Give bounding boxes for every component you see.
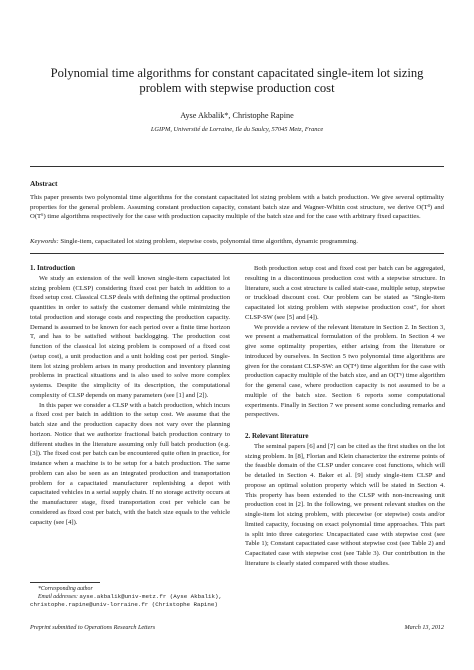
keywords-label: Keywords: — [30, 238, 59, 245]
section-2-heading: 2. Relevant literature — [245, 432, 309, 440]
left-column — [30, 264, 230, 527]
keywords-text: Single-item, capacitated lot sizing problem, stepwise costs, polynomial time algorithm, dynamic programming. — [60, 238, 358, 245]
paper-affiliation: LGIPM, Université de Lorraine, Ile du Saulcy, 57045 Metz, France — [150, 126, 324, 133]
email-label: Email addresses: — [38, 594, 78, 600]
intro-paragraph-2: In this paper we consider a CLSP with a batch production, which incurs a fixed cost per batch in addition to the setup cost. We assume that the batch size and the production capacity does not vary over the planning horizon. Notice that we authorize fractional batch production contrary to different studies in the literature assuming only full batch production (e.g. [3]). The fixed cost per batch can be encountered quite often in practice, for instance when a machine is to be setup for a batch production. The same problem can also be seen as an integrated production and transportation problem for a capacitated manufacturer replenishing a depot with capacitated vehicles in a serial supply chain. If no storage activity occurs at the manufacturer stage, fixed transportation cost per vehicle can be considered as fixed cost per batch, with the batch size equals to the vehicle capacity (see [4]). — [30, 401, 230, 526]
paper-title: Polynomial time algorithms for constant capacitated single-item lot sizing problem with stepwise production cost — [50, 66, 424, 95]
intro-paragraph-3: Both production setup cost and fixed cost per batch can be aggregated, resulting in a discontinuous production cost with a stepwise structure. In literature, such a cost structure is called stair-case, multiple setup, stepwise or truckload discount cost. Our problem can be stated as "Single-item capacitated lot sizing problem with stepwise production cost", for short CLSP-SW (see [5] and [4]). — [245, 265, 445, 321]
intro-paragraph-1: We study an extension of the well known single-item capacitated lot sizing problem (CLSP) considering fixed cost per batch in addition to a fixed setup cost. Classical CLSP deals with defining the optimal production quantities in order to satisfy the customer demand while minimizing the total production and storage costs and respecting the production capacity. Demand is assumed to be known for each period over a finite time horizon T, and has to be satisfied without backlogging. The production cost function of the classical lot sizing problem is composed of a fixed cost (setup cost), a unit production and a unit holding cost per period. Single-item lot sizing problem arises in many production and inventory planning problems in practical situations and is also used to solve more complex systems. Despite the simplicity of its description, the computational complexity of CLSP depends on many parameters (see [1] and [2]). — [30, 274, 230, 399]
email-2: christophe.rapine@univ-lorraine.fr (Christophe Rapine) — [30, 601, 218, 608]
intro-paragraph-4: We provide a review of the relevant literature in Section 2. In Section 3, we present a mathematical formulation of the problem. In Section 4 we give some optimality properties, either arising from the literature or introduced by ourselves. In Section 5 two polynomial time algorithms are given for the constant CLSP-SW: an O(T⁴) time algorithm for the case with production capacity multiple of the batch size, and an O(T⁶) time algorithm for the general case, where production capacity is not assumed to be a multiple of the batch size. Section 6 reports some computational experiments. Finally in Section 7 we present some concluding remarks and perspectives. — [245, 323, 445, 419]
abstract-text: This paper presents two polynomial time algorithms for the constant capacitated lot sizing problem with a batch production. We give several optimality properties for the general problem. Assuming constant production capacity, constant batch size and Wagner-Whitin cost structure, we derive O(T⁴) and O(T⁶) time algorithms respectively for the case with production capacity multiple of the batch size and for the case with arbitrary fixed capacities. — [30, 194, 444, 221]
keywords-line — [30, 237, 444, 247]
divider-abstract — [30, 253, 444, 254]
divider-top — [30, 166, 444, 167]
corresponding-author-note: *Corresponding author — [38, 586, 93, 592]
footnote — [30, 585, 240, 609]
paper-authors: Ayse Akbalik*, Christophe Rapine — [180, 111, 294, 120]
abstract-heading: Abstract — [30, 179, 58, 188]
right-column — [245, 264, 445, 569]
footer-preprint: Preprint submitted to Operations Research Letters — [30, 624, 156, 631]
email-1: ayse.akbalik@univ-metz.fr (Ayse Akbalik), — [79, 593, 222, 600]
footnote-divider — [30, 582, 100, 583]
literature-paragraph-1: The seminal papers [6] and [7] can be cited as the first studies on the lot sizing problem. In [8], Florian and Klein characterize the extreme points of the feasible domain of the CLSP under concave cost functions, which will be detailed in Section 4. Baker et al. [9] study single-item CLSP and propose an optimal solution property which will be stated in Section 4. This property has been extended to the CLSP with non-increasing unit production cost in [2]. In the following, we present relevant studies on the single-item lot sizing problem, with piecewise (or stepwise) costs and/or limited capacity, focusing on exact polynomial time approaches. This part is split into three categories: Uncapacitated case with stepwise cost (see Table 1); Constant capacitated case without stepwise cost (see Table 2) and Capacitated case with stepwise cost (see Table 3). Our contribution in the literature is clearly stated compared with those studies. — [245, 442, 445, 567]
section-1-heading: 1. Introduction — [30, 264, 75, 272]
footer-date: March 13, 2012 — [404, 624, 444, 631]
